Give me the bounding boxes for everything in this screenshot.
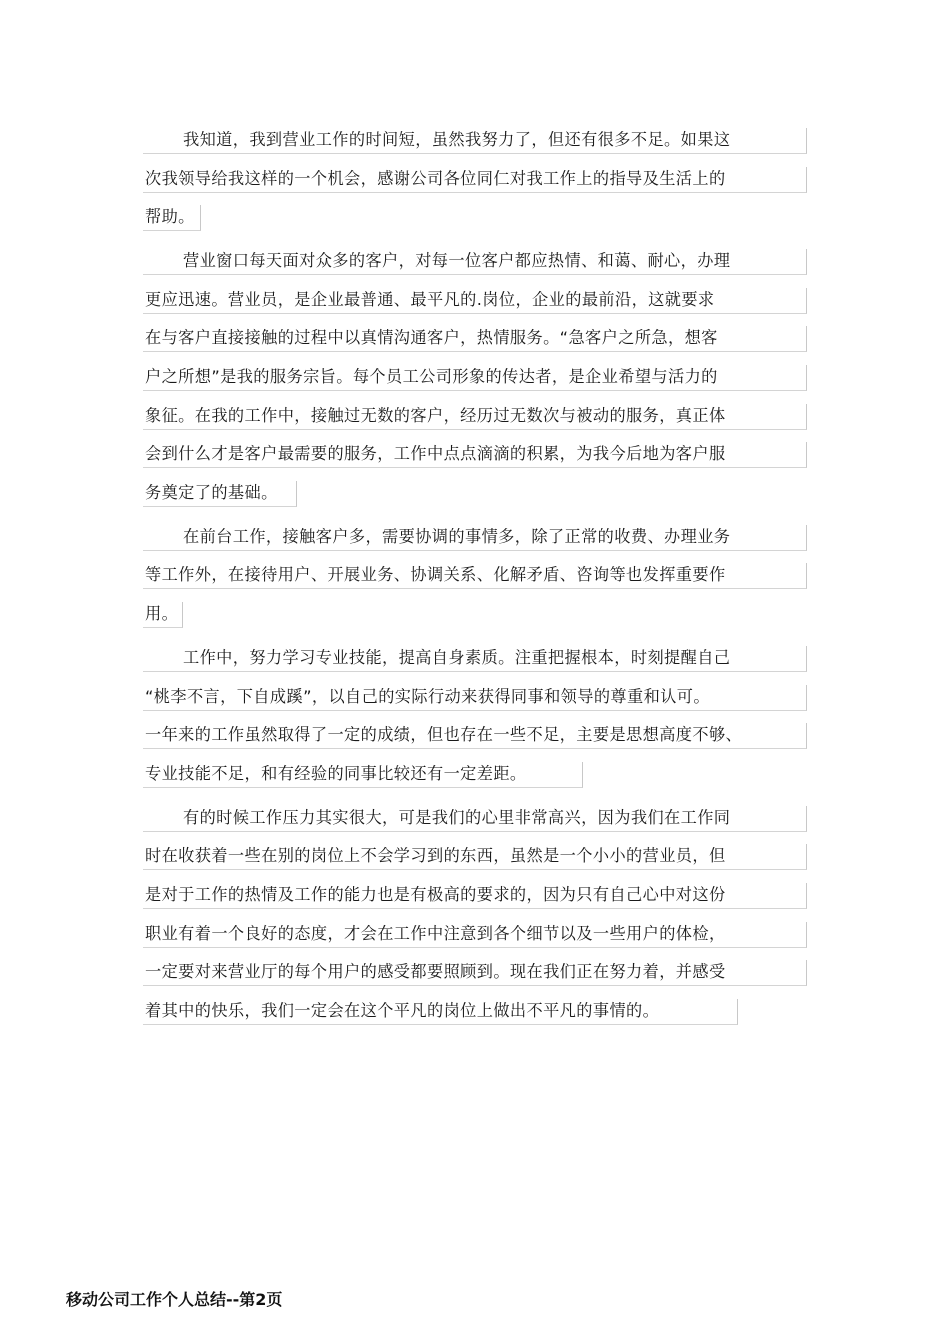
paragraph-line: 户之所想”是我的服务宗旨。每个员工公司形象的传达者，是企业希望与活力的	[143, 365, 807, 391]
paragraph-4	[143, 646, 807, 788]
paragraph-line: 会到什么才是客户最需要的服务，工作中点点滴滴的积累，为我今后地为客户服	[143, 442, 807, 468]
paragraph-line: 专业技能不足，和有经验的同事比较还有一定差距。	[143, 762, 583, 788]
paragraph-2	[143, 249, 807, 507]
paragraph-line: 营业窗口每天面对众多的客户，对每一位客户都应热情、和蔼、耐心，办理	[143, 249, 807, 275]
paragraph-line: “桃李不言，下自成蹊”，以自己的实际行动来获得同事和领导的尊重和认可。	[143, 685, 807, 711]
paragraph-5	[143, 806, 807, 1025]
paragraph-line: 更应迅速。营业员，是企业最普通、最平凡的.岗位，企业的最前沿，这就要求	[143, 288, 807, 314]
paragraph-1	[143, 128, 807, 231]
paragraph-line: 工作中，努力学习专业技能，提高自身素质。注重把握根本，时刻提醒自己	[143, 646, 807, 672]
paragraph-line: 一定要对来营业厅的每个用户的感受都要照顾到。现在我们正在努力着，并感受	[143, 960, 807, 986]
paragraph-line: 是对于工作的热情及工作的能力也是有极高的要求的，因为只有自己心中对这份	[143, 883, 807, 909]
paragraph-line: 在与客户直接接触的过程中以真情沟通客户，热情服务。“急客户之所急，想客	[143, 326, 807, 352]
paragraph-line: 职业有着一个良好的态度，才会在工作中注意到各个细节以及一些用户的体检，	[143, 922, 807, 948]
paragraph-line: 务奠定了的基础。	[143, 481, 297, 507]
paragraph-line: 用。	[143, 602, 183, 628]
paragraph-3	[143, 525, 807, 628]
paragraph-line: 一年来的工作虽然取得了一定的成绩，但也存在一些不足，主要是思想高度不够、	[143, 723, 807, 749]
paragraph-line: 象征。在我的工作中，接触过无数的客户，经历过无数次与被动的服务，真正体	[143, 404, 807, 430]
paragraph-line: 在前台工作，接触客户多，需要协调的事情多，除了正常的收费、办理业务	[143, 525, 807, 551]
paragraph-line: 时在收获着一些在别的岗位上不会学习到的东西，虽然是一个小小的营业员，但	[143, 844, 807, 870]
paragraph-line: 我知道，我到营业工作的时间短，虽然我努力了，但还有很多不足。如果这	[143, 128, 807, 154]
paragraph-line: 有的时候工作压力其实很大，可是我们的心里非常高兴，因为我们在工作同	[143, 806, 807, 832]
paragraph-line: 着其中的快乐，我们一定会在这个平凡的岗位上做出不平凡的事情的。	[143, 999, 738, 1025]
paragraph-line: 次我领导给我这样的一个机会，感谢公司各位同仁对我工作上的指导及生活上的	[143, 167, 807, 193]
paragraph-line: 帮助。	[143, 205, 201, 231]
page-footer: 移动公司工作个人总结--第2页	[66, 1290, 283, 1309]
document-body	[143, 128, 807, 1043]
paragraph-line: 等工作外，在接待用户、开展业务、协调关系、化解矛盾、咨询等也发挥重要作	[143, 563, 807, 589]
